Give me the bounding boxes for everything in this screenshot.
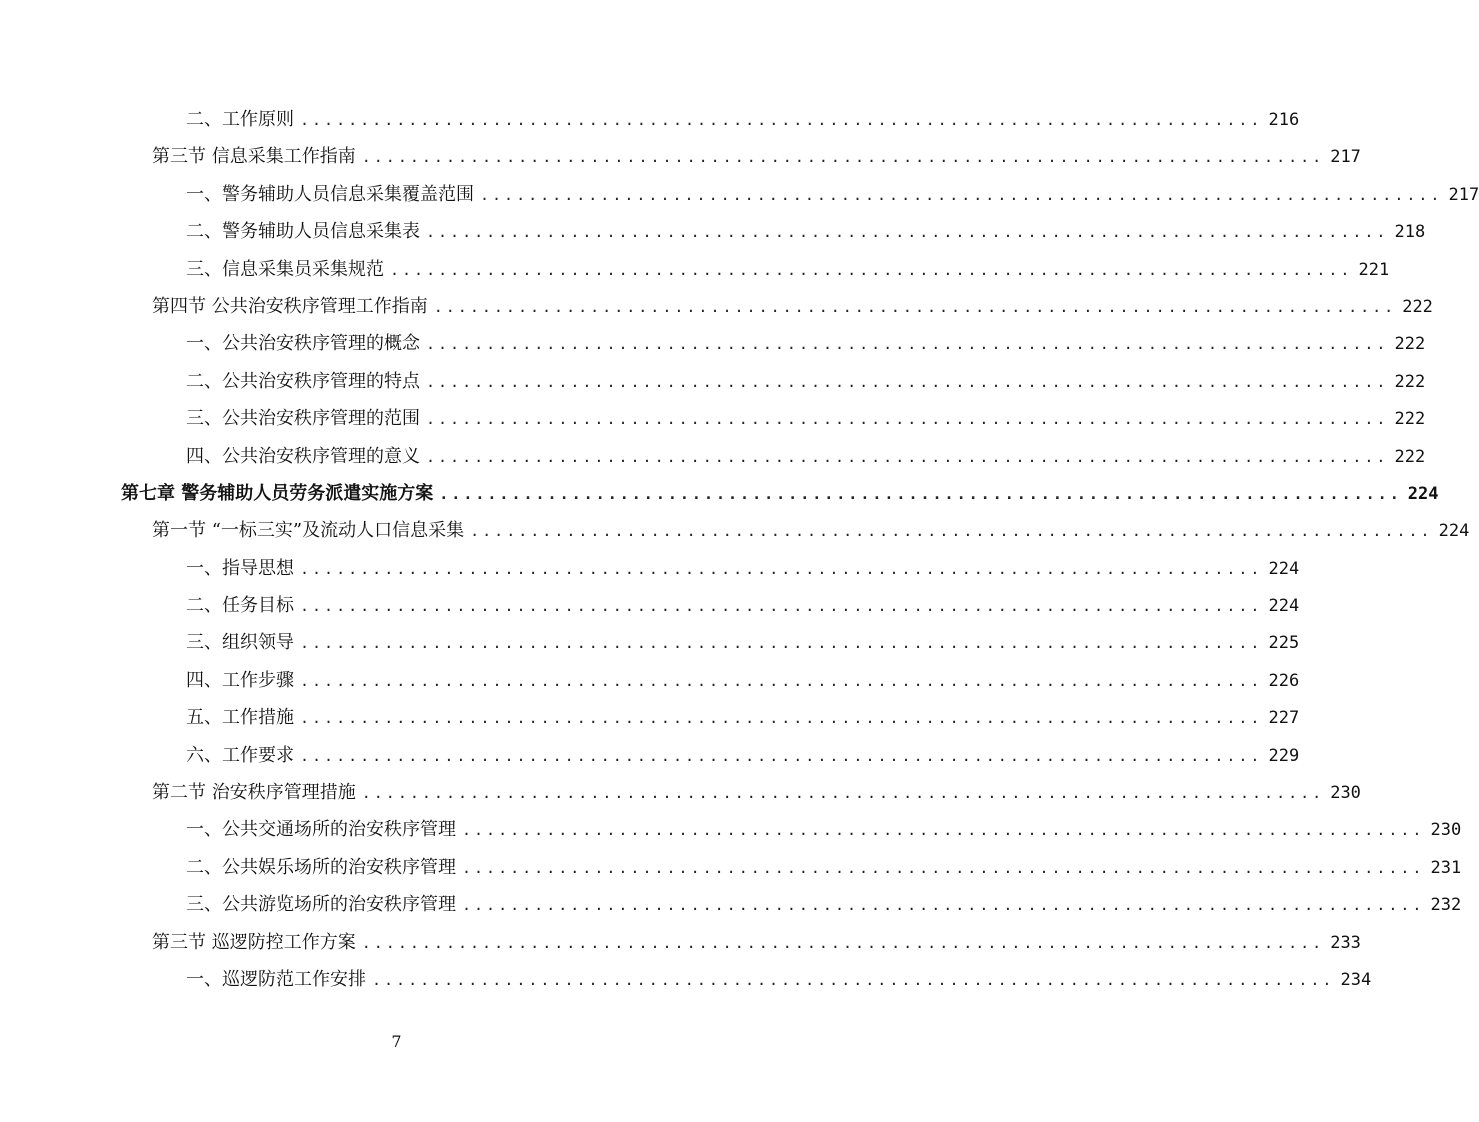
dot-leader: ................................................................................ [433,297,1397,316]
toc-entry[interactable] [0,101,1300,138]
dot-leader: ................................................................................ [426,447,1389,466]
toc-entry-title: 三、公共治安秩序管理的范围 [186,408,420,430]
toc-entry-title: 四、工作步骤 [186,669,294,691]
dot-leader: ................................................................................ [470,522,1433,541]
toc-entry[interactable] [0,699,1300,736]
dot-leader: ................................................................................ [426,335,1389,354]
toc-entry[interactable] [0,737,1300,774]
dot-leader: ................................................................................ [462,896,1425,915]
dot-leader: ................................................................................ [300,597,1263,616]
dot-leader: ................................................................................ [300,111,1263,129]
toc-entry-page: 218 [1394,222,1426,243]
toc-entry-page: 227 [1268,708,1300,729]
dot-leader: ................................................................................ [300,559,1263,578]
toc-entry-page: 232 [1430,895,1462,916]
table-of-contents [0,101,1479,998]
toc-entry-title: 二、工作原则 [186,109,294,130]
toc-entry[interactable] [0,138,1361,175]
toc-entry-title: 第一节 “一标三实”及流动人口信息采集 [152,520,465,542]
toc-entry-title: 一、巡逻防范工作安排 [186,968,366,990]
toc-entry[interactable] [0,849,1462,886]
dot-leader: ................................................................................ [390,260,1353,279]
dot-leader: ................................................................................ [462,858,1425,877]
dot-leader: ................................................................................ [480,185,1443,204]
toc-entry-page: 217 [1448,184,1479,205]
toc-entry-title: 二、公共治安秩序管理的特点 [186,370,420,392]
toc-entry-page: 224 [1407,483,1439,504]
toc-entry[interactable] [0,512,1470,549]
toc-entry-page: 222 [1402,296,1433,317]
toc-entry[interactable] [0,587,1300,624]
toc-entry-page: 222 [1394,334,1426,355]
toc-entry-page: 230 [1430,820,1462,841]
toc-entry[interactable] [0,961,1372,998]
dot-leader: ................................................................................ [300,634,1263,653]
toc-entry[interactable] [0,176,1479,213]
toc-entry-title: 二、警务辅助人员信息采集表 [186,221,420,243]
toc-entry-page: 226 [1268,670,1300,691]
toc-entry-title: 第四节 公共治安秩序管理工作指南 [152,295,428,317]
toc-entry-title: 一、指导思想 [186,557,294,579]
toc-entry[interactable] [0,288,1433,325]
toc-entry-title: 三、公共游览场所的治安秩序管理 [186,894,456,916]
toc-entry-title: 一、公共治安秩序管理的概念 [186,333,420,355]
toc-entry-page: 225 [1268,633,1300,654]
toc-entry-page: 222 [1394,371,1426,392]
toc-entry[interactable] [0,251,1390,288]
toc-entry-page: 233 [1330,932,1361,953]
toc-entry-title: 三、组织领导 [186,632,294,654]
dot-leader: ................................................................................ [426,410,1389,429]
toc-entry[interactable] [0,400,1426,437]
toc-entry-title: 第七章 警务辅助人员劳务派遣实施方案 [121,482,434,504]
toc-entry[interactable] [0,886,1462,923]
toc-entry-title: 第二节 治安秩序管理措施 [152,782,356,804]
dot-leader: ................................................................................ [361,933,1325,952]
toc-chapter-entry[interactable] [0,475,1439,512]
dot-leader: ................................................................................ [361,148,1325,167]
toc-entry-page: 222 [1394,409,1426,430]
toc-entry[interactable] [0,924,1361,961]
toc-entry-page: 224 [1268,558,1300,579]
toc-entry-title: 三、信息采集员采集规范 [186,258,384,280]
toc-entry-title: 五、工作措施 [186,707,294,729]
toc-entry[interactable] [0,325,1426,362]
dot-leader: ................................................................................ [372,970,1335,989]
toc-entry-title: 第三节 巡逻防控工作方案 [152,931,356,953]
toc-entry-page: 221 [1358,259,1390,280]
toc-entry[interactable] [0,438,1426,475]
toc-entry-page: 234 [1340,969,1372,990]
toc-entry-title: 第三节 信息采集工作指南 [152,146,356,168]
toc-entry-page: 222 [1394,446,1426,467]
toc-entry-title: 六、工作要求 [186,744,294,766]
toc-entry-page: 217 [1330,147,1361,168]
toc-entry[interactable] [0,774,1361,811]
toc-entry[interactable] [0,550,1300,587]
toc-entry-title: 一、警务辅助人员信息采集覆盖范围 [186,183,474,205]
toc-entry-page: 224 [1438,521,1470,542]
toc-entry-page: 224 [1268,596,1300,617]
dot-leader: ................................................................................ [439,484,1402,503]
toc-entry-title: 一、公共交通场所的治安秩序管理 [186,819,456,841]
toc-entry[interactable] [0,213,1426,250]
toc-entry-title: 二、任务目标 [186,595,294,617]
dot-leader: ................................................................................ [361,784,1325,803]
toc-entry[interactable] [0,624,1300,661]
dot-leader: ................................................................................ [300,709,1263,728]
dot-leader: ................................................................................ [426,372,1389,391]
dot-leader: ................................................................................ [300,671,1263,690]
toc-entry-page: 231 [1430,857,1462,878]
toc-entry-title: 二、公共娱乐场所的治安秩序管理 [186,856,456,878]
dot-leader: ................................................................................ [462,821,1425,840]
toc-entry-page: 230 [1330,783,1361,804]
toc-entry[interactable] [0,662,1300,699]
toc-entry[interactable] [0,363,1426,400]
dot-leader: ................................................................................ [426,223,1389,242]
page-number: 7 [391,1032,402,1051]
toc-entry[interactable] [0,811,1462,848]
toc-entry-title: 四、公共治安秩序管理的意义 [186,445,420,467]
dot-leader: ................................................................................ [300,746,1263,765]
toc-entry-page: 216 [1268,110,1300,130]
toc-entry-page: 229 [1268,745,1300,766]
